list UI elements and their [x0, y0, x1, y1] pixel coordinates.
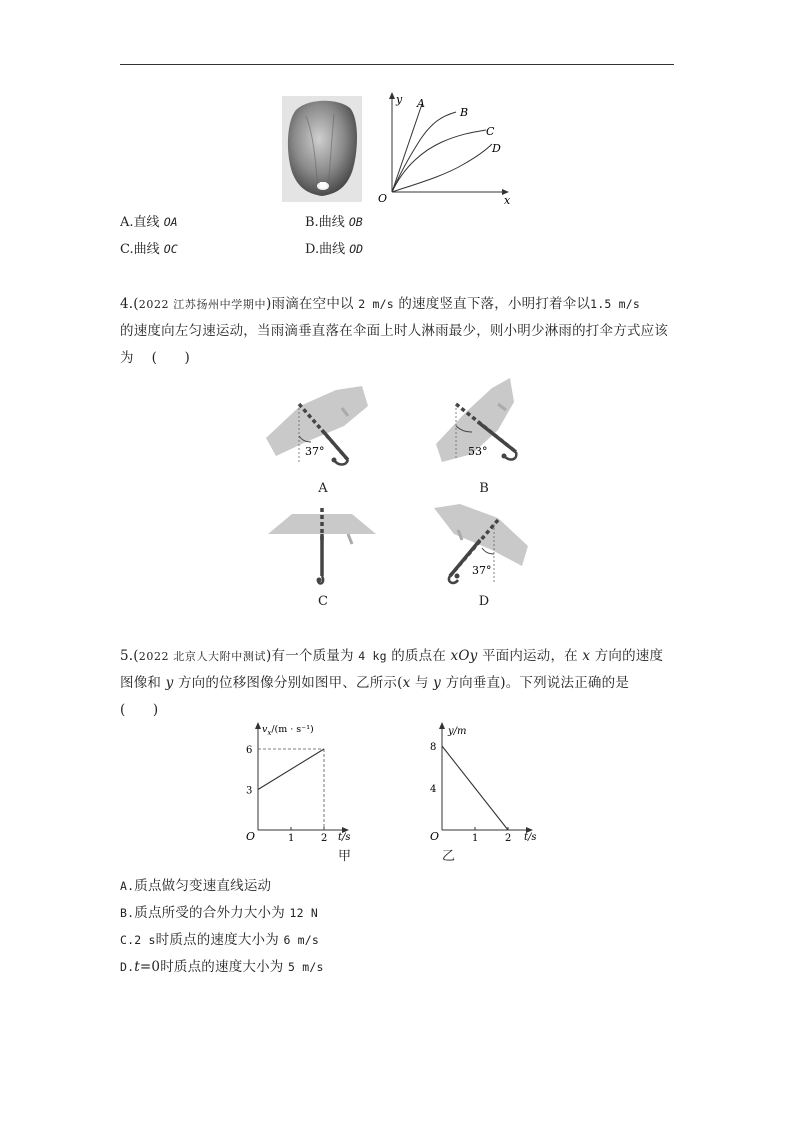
umbrella-d-angle: 37°	[472, 564, 492, 577]
option-letter: C.	[120, 242, 134, 257]
option-letter: A.	[120, 879, 135, 893]
umbrella-a	[262, 380, 374, 466]
q4-line-2	[120, 322, 668, 340]
y-tick-label: 3	[246, 785, 253, 797]
q3-option-b[interactable]	[305, 213, 363, 232]
option-text: 时质点的速度大小为	[160, 959, 284, 975]
q4-source: 2022 江苏扬州中学期中	[138, 298, 267, 311]
q4-speed-rain: 2 m/s	[358, 297, 394, 311]
graph-jia-ylabel-sub: x	[267, 729, 272, 737]
sky-lantern-photo	[282, 96, 362, 202]
q5-option-d[interactable]	[120, 958, 324, 976]
graph-jia-ylabel-rest: /(m · s⁻¹)	[271, 724, 314, 735]
q5-text-f: 方向的位移图像分别如图甲、乙所示(	[177, 675, 403, 691]
option-var: OC	[163, 242, 178, 256]
q5-text-c: 平面内运动，在	[481, 648, 578, 664]
umbrella-a-label[interactable]: A	[318, 481, 328, 496]
graph-jia	[238, 716, 363, 842]
umbrella-b-angle: 53°	[468, 445, 488, 458]
y-axis-arrow	[255, 722, 261, 729]
q5-mass: 4 kg	[358, 649, 387, 663]
curve-label-b: B	[460, 106, 469, 119]
option-letter: A.	[120, 215, 134, 230]
q5-var-x2: x	[402, 675, 411, 691]
q5-line-3	[120, 701, 158, 719]
q5-text-d: 方向的速度	[594, 648, 664, 664]
q5-source: 2022 北京人大附中测试	[138, 650, 267, 663]
umbrella-d-label[interactable]: D	[478, 594, 490, 609]
x-tick-label: 2	[321, 833, 328, 842]
y-axis-arrow	[389, 92, 395, 99]
graph-yi-origin: O	[430, 830, 440, 842]
curve-label-d: D	[492, 142, 501, 155]
umbrella-b-label[interactable]: B	[479, 481, 489, 496]
q5-line-1: 5.(2022 北京人大附中测试)有一个质量为 4 kg 的质点在 xOy 平面内运动，在 x 方向的速度	[120, 648, 664, 664]
option-var: OD	[349, 242, 364, 256]
q4-answer-blank[interactable]: ( )	[151, 350, 191, 366]
q5-var-y2: y	[433, 675, 441, 691]
option-letter: D.	[305, 242, 320, 257]
umbrella-b	[432, 374, 544, 468]
graph-jia-ylabel	[262, 724, 314, 737]
graph-yi-xlabel: t/s	[524, 832, 537, 842]
series-line	[442, 746, 508, 830]
option-var: OA	[163, 215, 178, 229]
q5-plane: xOy	[450, 648, 478, 664]
graph-yi-ylabel: y/m	[448, 726, 467, 737]
q3-option-a[interactable]	[120, 213, 178, 232]
q5-line-2	[120, 674, 629, 692]
q5-text-b: 的质点在	[391, 648, 447, 664]
option-value: 6 m/s	[283, 933, 320, 947]
graph-jia-xlabel: t/s	[338, 832, 351, 842]
umbrella-c	[262, 504, 382, 590]
option-letter: B.	[120, 906, 135, 920]
q4-speed-walk: 1.5 m/s	[590, 297, 641, 311]
q5-var-y: y	[165, 675, 174, 691]
umbrella-d	[432, 502, 536, 586]
curve-label-a: A	[417, 97, 425, 110]
y-axis-label: y	[396, 93, 403, 106]
q4-text-c: 的速度向左匀速运动，当雨滴垂直落在伞面上时人淋雨最少，则小明少淋雨的打伞方式应该	[120, 323, 668, 339]
curves-graph	[376, 88, 516, 208]
origin-label: O	[378, 192, 388, 205]
q4-line-1: 4.(2022 江苏扬州中学期中)雨滴在空中以 2 m/s 的速度竖直下落，小明打着伞以1.5 m/s	[120, 296, 641, 312]
graph-jia-origin: O	[246, 830, 256, 842]
option-prefix: 2 s	[134, 933, 156, 947]
graph-jia-ylabel-main: v	[262, 724, 268, 735]
q5-text-a: 有一个质量为	[271, 648, 354, 664]
graph-yi	[418, 716, 548, 842]
q4-number: 4.(	[120, 296, 139, 312]
q5-option-a[interactable]	[120, 877, 271, 895]
y-tick-label: 8	[430, 742, 437, 753]
q4-text-b: 的速度竖直下落，小明打着伞以	[398, 296, 591, 312]
option-value: 5 m/s	[288, 960, 324, 974]
y-tick-label: 4	[430, 784, 437, 795]
x-tick-label: 2	[505, 833, 512, 842]
q5-answer-blank[interactable]: ( )	[120, 702, 159, 718]
x-axis-label: x	[504, 194, 511, 207]
q5-option-b[interactable]	[120, 904, 318, 922]
curve-label-c: C	[486, 125, 495, 138]
q5-text-g: 与	[414, 675, 429, 691]
graph-yi-caption: 乙	[442, 849, 456, 864]
option-text: 时质点的速度大小为	[155, 932, 279, 948]
q5-text-h: 方向垂直)。下列说法正确的是	[445, 675, 630, 691]
q4-line-3	[120, 349, 190, 367]
option-letter: D.	[120, 960, 135, 974]
x-tick-label: 1	[288, 833, 295, 842]
curve-oa	[392, 104, 422, 192]
option-text: 曲线	[319, 242, 346, 257]
q5-number: 5.(	[120, 648, 139, 664]
option-text: 曲线	[133, 242, 160, 257]
option-text: 质点做匀变速直线运动	[134, 878, 272, 894]
header-rule	[120, 64, 674, 65]
q4-text-d: 为	[120, 350, 134, 366]
q5-text-e: 图像和	[120, 675, 162, 691]
y-axis-arrow	[439, 722, 445, 729]
q5-var-x: x	[582, 648, 591, 664]
curve-oc	[392, 130, 486, 192]
option-letter: C.	[120, 933, 135, 947]
option-text: 质点所受的合外力大小为	[134, 905, 285, 921]
q3-option-c[interactable]	[120, 240, 178, 259]
q3-option-d[interactable]	[305, 240, 363, 259]
option-text: 曲线	[318, 215, 345, 230]
umbrella-a-angle: 37°	[305, 445, 325, 458]
q4-text-a: 雨滴在空中以	[271, 296, 354, 312]
umbrella-c-label[interactable]: C	[318, 594, 328, 609]
option-prefix: =0	[139, 959, 161, 975]
graph-jia-caption: 甲	[338, 849, 352, 864]
option-value: 12 N	[289, 906, 318, 920]
x-tick-label: 1	[472, 833, 479, 842]
option-letter: B.	[305, 215, 319, 230]
option-var: OB	[348, 215, 363, 229]
q5-option-c[interactable]	[120, 931, 319, 949]
option-var: t	[134, 959, 140, 975]
y-tick-label: 6	[246, 745, 253, 756]
option-text: 直线	[133, 215, 160, 230]
series-line	[258, 749, 324, 790]
